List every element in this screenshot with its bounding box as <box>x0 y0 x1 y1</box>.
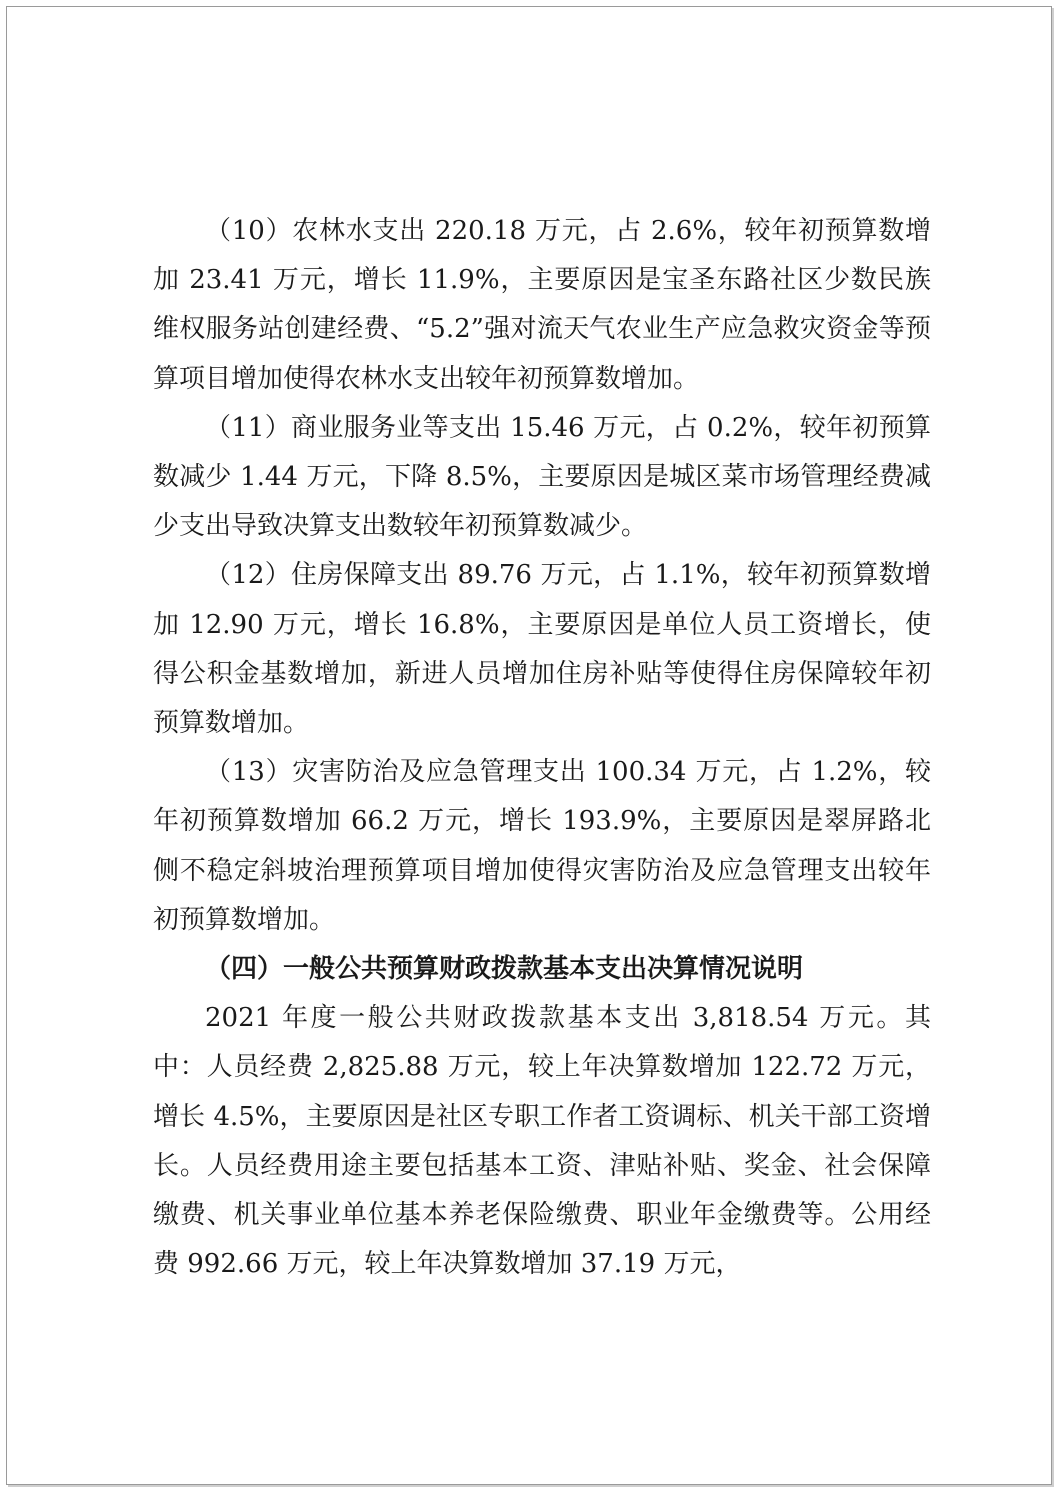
paragraph-commerce-expense: （11）商业服务业等支出 15.46 万元，占 0.2%，较年初预算数减少 1.44 万元，下降 8.5%，主要原因是城区菜市场管理经费减少支出导致决算支出数较年初预算数减少。 <box>153 412 931 542</box>
paragraph-disaster-expense: （13）灾害防治及应急管理支出 100.34 万元，占 1.2%，较年初预算数增加 66.2 万元，增长 193.9%，主要原因是翠屏路北侧不稳定斜坡治理预算项目增加使得灾害防治及应急管理支出较年初预算数增加。 <box>153 757 931 935</box>
section-heading: （四）一般公共预算财政拨款基本支出决算情况说明 <box>205 954 804 985</box>
document-body <box>153 207 931 1289</box>
paragraph-basic-expense: 2021 年度一般公共财政拨款基本支出 3,818.54 万元。其中：人员经费 2,825.88 万元，较上年决算数增加 122.72 万元，增长 4.5%，主要原因是社区专职工作者工资调标、机关干部工资增长。人员经费用途主要包括基本工资、津贴补贴、奖金、社会保障缴费、机关事业单位基本养老保险缴费、职业年金缴费等。公用经费 992.66 万元，较上年决算数增加 37.19 万元， <box>153 1003 931 1280</box>
paragraph-agriculture-expense: （10）农林水支出 220.18 万元，占 2.6%，较年初预算数增加 23.41 万元，增长 11.9%，主要原因是宝圣东路社区少数民族维权服务站创建经费、“5.2”强对流天气农业生产应急救灾资金等预算项目增加使得农林水支出较年初预算数增加。 <box>153 216 931 394</box>
document-page <box>6 6 1052 1485</box>
paragraph-housing-expense: （12）住房保障支出 89.76 万元，占 1.1%，较年初预算数增加 12.90 万元，增长 16.8%，主要原因是单位人员工资增长，使得公积金基数增加，新进人员增加住房补贴等使得住房保障较年初预算数增加。 <box>153 560 931 739</box>
